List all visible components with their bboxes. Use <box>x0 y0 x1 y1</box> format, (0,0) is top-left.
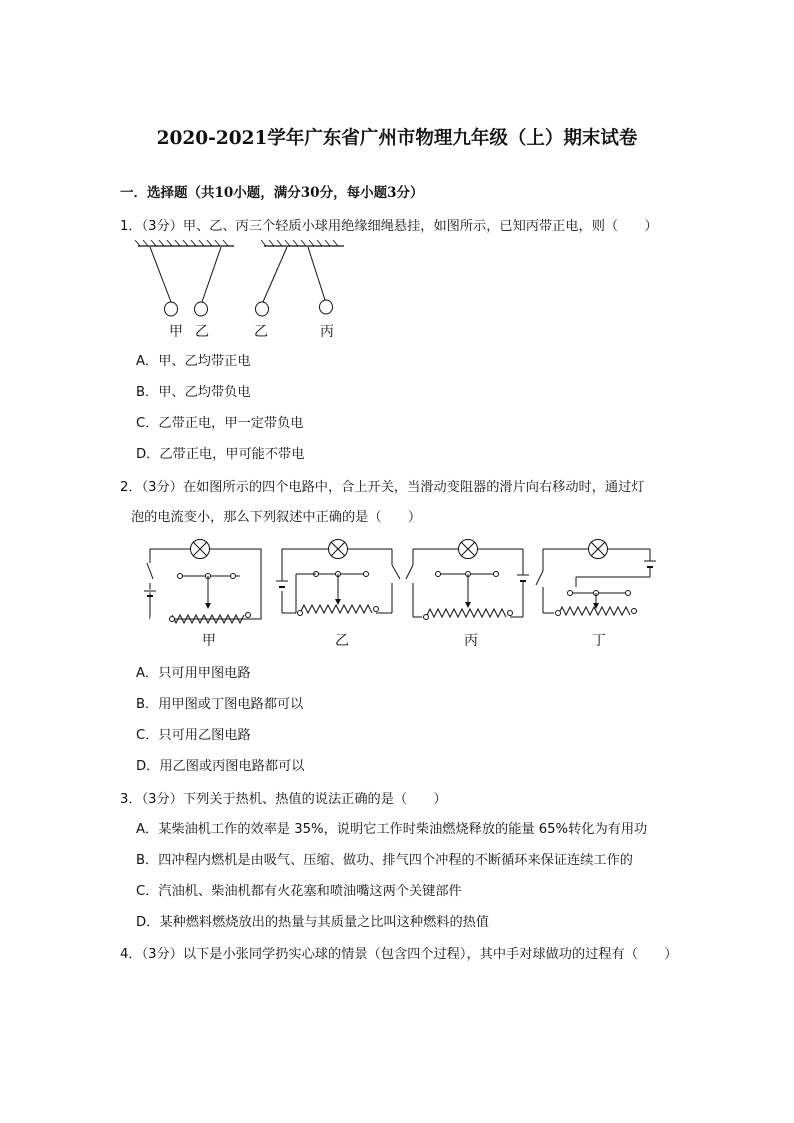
question-1-option-a: A．甲、乙均带正电 <box>136 354 251 369</box>
question-3-option-d: D．某种燃料燃烧放出的热量与其质量之比叫这种燃料的热值 <box>136 915 490 930</box>
fig2-label-jia: 甲 <box>202 633 216 649</box>
fig1-label-yi-2: 乙 <box>254 324 268 338</box>
question-4-stem: 4．（3分）以下是小张同学扔实心球的情景（包含四个过程），其中手对球做功的过程有（ ） <box>120 947 678 962</box>
question-2-figure-circuits <box>130 535 670 653</box>
question-1-option-c: C．乙带正电，甲一定带负电 <box>136 416 304 431</box>
question-1-option-b: B．甲、乙均带负电 <box>136 385 251 400</box>
ceiling-left <box>135 240 234 246</box>
page-title: 2020-2021学年广东省广州市物理九年级（上）期末试卷 <box>156 128 638 149</box>
section-heading: 一．选择题（共10小题，满分30分，每小题3分） <box>120 185 424 201</box>
fig2-label-ding: 丁 <box>592 633 606 649</box>
question-1-stem: 1．（3分）甲、乙、丙三个轻质小球用绝缘细绳悬挂，如图所示，已知丙带正电，则（ ） <box>120 219 658 234</box>
circuit-ding <box>536 540 656 616</box>
fig1-label-jia: 甲 <box>169 324 183 338</box>
fig2-label-yi: 乙 <box>335 633 349 649</box>
circuit-bing <box>406 540 529 620</box>
ball-yi-right <box>256 302 269 316</box>
question-2-option-c: C．只可用乙图电路 <box>136 728 251 743</box>
question-2-stem-continued: 泡的电流变小，那么下列叙述中正确的是（ ） <box>131 510 422 525</box>
question-2-option-a: A．只可用甲图电路 <box>136 666 251 681</box>
question-3-option-c: C．汽油机、柴油机都有火花塞和喷油嘴这两个关键部件 <box>136 884 462 899</box>
question-3-stem: 3．（3分）下列关于热机、热值的说法正确的是（ ） <box>120 792 447 807</box>
question-3-option-b: B．四冲程内燃机是由吸气、压缩、做功、排气四个冲程的不断循环来保证连续工作的 <box>136 853 633 868</box>
question-3-option-a: A．某柴油机工作的效率是 35%，说明它工作时柴油燃烧释放的能量 65%转化为有用功 <box>136 822 648 837</box>
question-2-option-d: D．用乙图或丙图电路都可以 <box>136 759 305 774</box>
circuit-yi <box>276 540 400 616</box>
fig1-label-yi-1: 乙 <box>195 324 209 338</box>
fig2-label-bing: 丙 <box>464 633 478 649</box>
fig1-label-bing: 丙 <box>320 324 334 338</box>
circuit-jia <box>143 540 261 624</box>
ball-bing <box>320 300 333 314</box>
question-1-option-d: D．乙带正电，甲可能不带电 <box>136 447 305 462</box>
ceiling-right <box>261 240 344 246</box>
question-1-figure-pendulums <box>130 238 370 338</box>
ball-jia <box>165 302 178 316</box>
question-2-stem: 2．（3分）在如图所示的四个电路中，合上开关，当滑动变阻器的滑片向右移动时，通过灯 <box>120 480 645 495</box>
ball-yi-left <box>195 302 208 316</box>
question-2-option-b: B．用甲图或丁图电路都可以 <box>136 697 304 712</box>
